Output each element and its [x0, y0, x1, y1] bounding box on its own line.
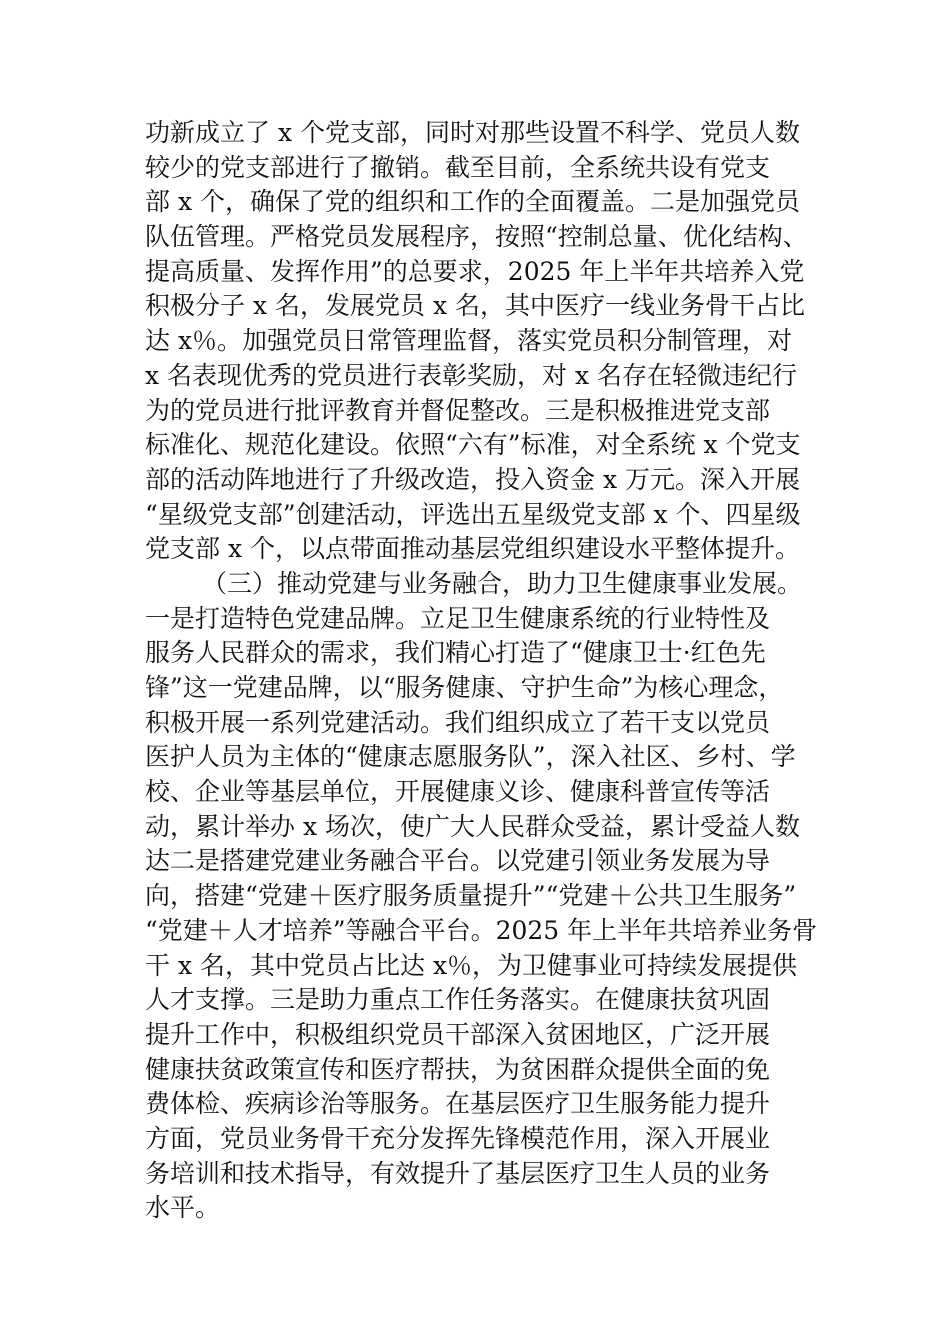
text-line: 提高质量、发挥作用”的总要求，2025 年上半年共培养入党 — [145, 256, 805, 286]
body-text — [145, 116, 825, 1226]
text-line: 积极开展一系列党建活动。我们组织成立了若干支以党员 — [145, 707, 771, 737]
text-line: 较少的党支部进行了撤销。截至目前，全系统共设有党支 — [145, 152, 771, 182]
text-line: 达二是搭建党建业务融合平台。以党建引领业务发展为导 — [145, 846, 771, 876]
text-line: 向，搭建“党建＋医疗服务质量提升”“党建＋公共卫生服务” — [145, 881, 797, 911]
text-line: 医护人员为主体的“健康志愿服务队”，深入社区、乡村、学 — [145, 742, 796, 772]
text-line: 部 x 个，确保了党的组织和工作的全面覆盖。二是加强党员 — [145, 187, 800, 217]
text-line: 为的党员进行批评教育并督促整改。三是积极推进党支部 — [145, 395, 771, 425]
text-line: 方面，党员业务骨干充分发挥先锋模范作用，深入开展业 — [145, 1123, 771, 1153]
text-line: 一是打造特色党建品牌。立足卫生健康系统的行业特性及 — [145, 603, 771, 633]
text-line: 人才支撑。三是助力重点工作任务落实。在健康扶贫巩固 — [145, 985, 771, 1015]
text-line: 部的活动阵地进行了升级改造，投入资金 x 万元。深入开展 — [145, 464, 800, 494]
text-line: “党建＋人才培养”等融合平台。2025 年上半年共培养业务骨 — [145, 915, 818, 945]
text-line: 校、企业等基层单位，开展健康义诊、健康科普宣传等活 — [145, 777, 771, 807]
text-line: x 名表现优秀的党员进行表彰奖励，对 x 名存在轻微违纪行 — [145, 360, 798, 390]
text-line: 服务人民群众的需求，我们精心打造了“健康卫士·红色先 — [145, 638, 766, 668]
text-line: 干 x 名，其中党员占比达 x％，为卫健事业可持续发展提供 — [145, 950, 798, 980]
text-line: 务培训和技术指导，有效提升了基层医疗卫生人员的业务 — [145, 1158, 771, 1188]
text-line: 动，累计举办 x 场次，使广大人民群众受益，累计受益人数 — [145, 811, 800, 841]
text-line: 提升工作中，积极组织党员干部深入贫困地区，广泛开展 — [145, 1019, 771, 1049]
text-line: 达 x％。加强党员日常管理监督，落实党员积分制管理，对 — [145, 326, 793, 356]
text-line: 队伍管理。严格党员发展程序，按照“控制总量、优化结构、 — [145, 222, 808, 252]
section-heading: （三）推动党建与业务融合，助力卫生健康事业发展。 — [202, 568, 803, 598]
text-line: 功新成立了 x 个党支部，同时对那些设置不科学、党员人数 — [145, 118, 800, 147]
text-line: 党支部 x 个，以点带面推动基层党组织建设水平整体提升。 — [145, 534, 800, 564]
text-line: 积极分子 x 名，发展党员 x 名，其中医疗一线业务骨干占比 — [145, 291, 805, 321]
text-line: 水平。 — [145, 1193, 221, 1223]
text-line: 健康扶贫政策宣传和医疗帮扶，为贫困群众提供全面的免 — [145, 1054, 771, 1084]
text-line: 费体检、疾病诊治等服务。在基层医疗卫生服务能力提升 — [145, 1089, 771, 1119]
text-line: 标准化、规范化建设。依照“六有”标准，对全系统 x 个党支 — [145, 430, 801, 460]
text-line: “星级党支部”创建活动，评选出五星级党支部 x 个、四星级 — [145, 499, 801, 529]
text-line: 锋”这一党建品牌，以“服务健康、守护生命”为核心理念， — [145, 673, 784, 702]
